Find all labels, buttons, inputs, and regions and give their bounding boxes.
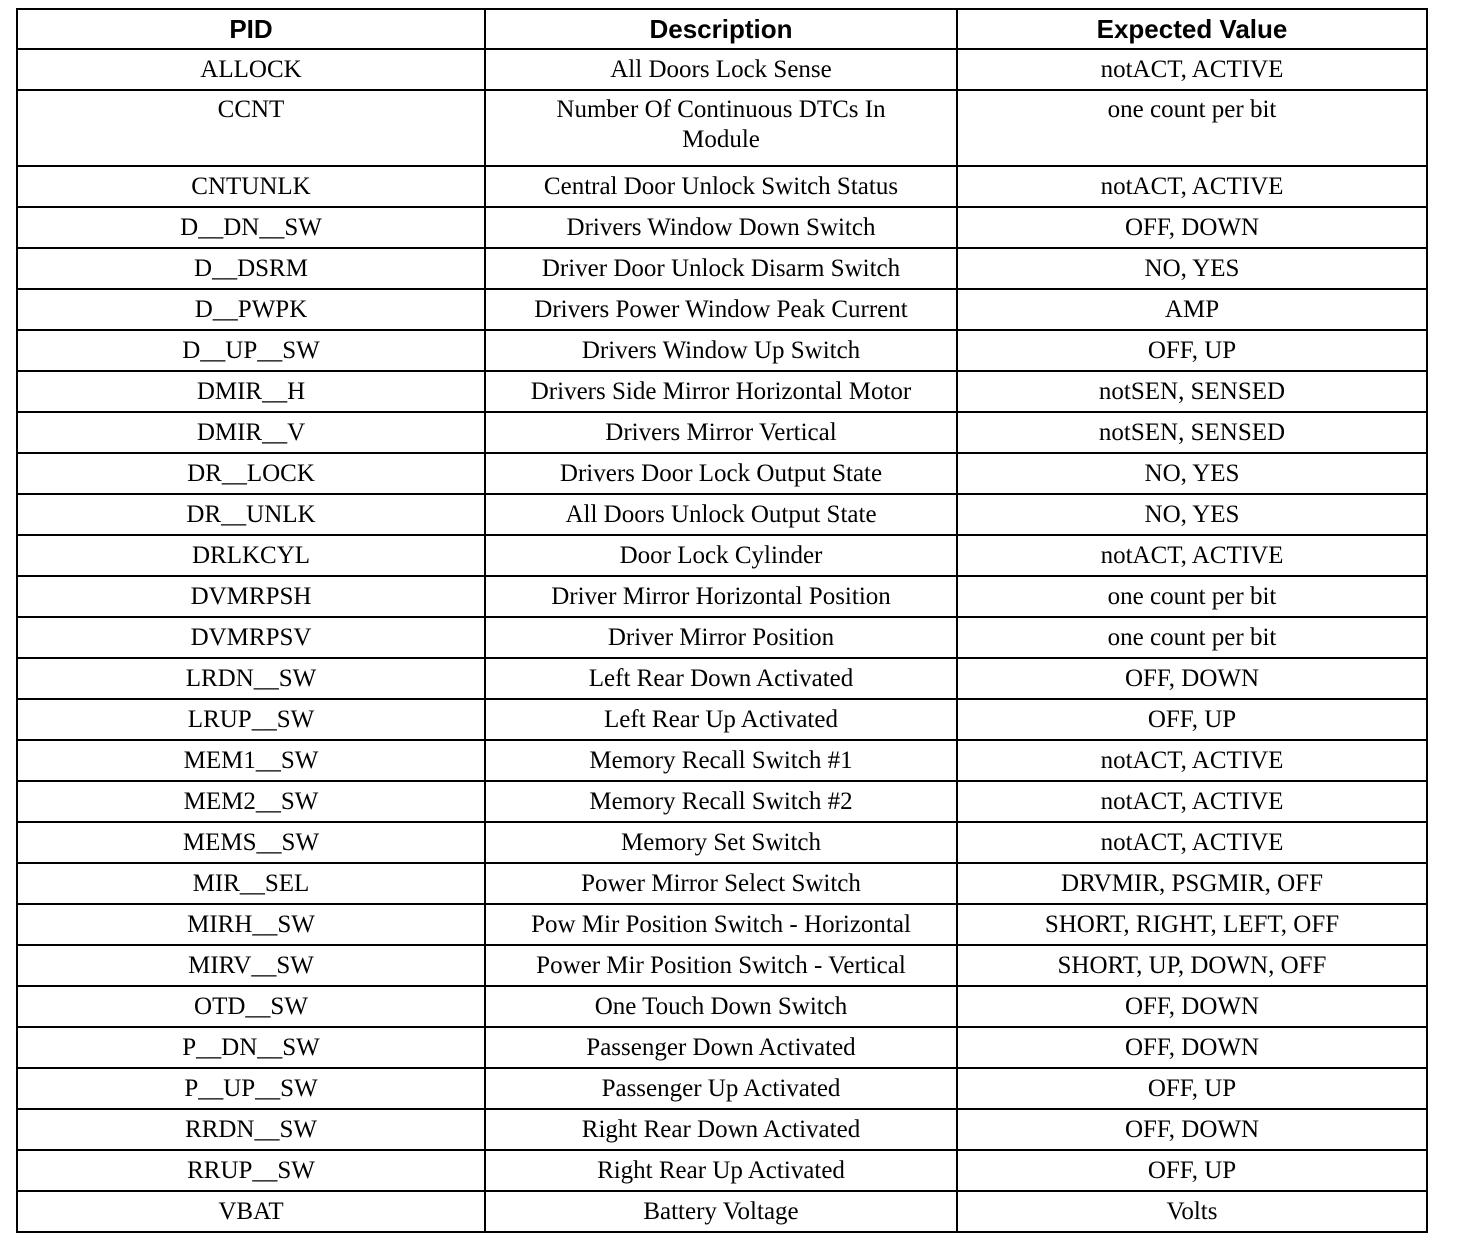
table-row — [17, 371, 1427, 412]
cell-description: Power Mir Position Switch - Vertical — [485, 945, 957, 986]
cell-expected-value: OFF, UP — [957, 330, 1427, 371]
cell-pid: MEM1__SW — [17, 740, 485, 781]
cell-description: Driver Mirror Horizontal Position — [485, 576, 957, 617]
table-row — [17, 166, 1427, 207]
cell-description: Door Lock Cylinder — [485, 535, 957, 576]
cell-expected-value: SHORT, UP, DOWN, OFF — [957, 945, 1427, 986]
cell-pid: MIRH__SW — [17, 904, 485, 945]
cell-pid: DMIR__V — [17, 412, 485, 453]
cell-pid: D__PWPK — [17, 289, 485, 330]
cell-pid: D__UP__SW — [17, 330, 485, 371]
cell-expected-value: one count per bit — [957, 617, 1427, 658]
table-row — [17, 248, 1427, 289]
table-row — [17, 535, 1427, 576]
cell-expected-value: OFF, DOWN — [957, 658, 1427, 699]
cell-expected-value: notACT, ACTIVE — [957, 822, 1427, 863]
cell-description: Driver Mirror Position — [485, 617, 957, 658]
cell-pid: P__UP__SW — [17, 1068, 485, 1109]
cell-expected-value: AMP — [957, 289, 1427, 330]
cell-description: Right Rear Down Activated — [485, 1109, 957, 1150]
cell-description: Drivers Door Lock Output State — [485, 453, 957, 494]
cell-pid: D__DN__SW — [17, 207, 485, 248]
cell-expected-value: OFF, DOWN — [957, 1027, 1427, 1068]
cell-expected-value: notSEN, SENSED — [957, 371, 1427, 412]
table-row — [17, 699, 1427, 740]
table-row — [17, 945, 1427, 986]
cell-description: Memory Set Switch — [485, 822, 957, 863]
table-row — [17, 904, 1427, 945]
cell-pid: RRUP__SW — [17, 1150, 485, 1191]
cell-description: Passenger Up Activated — [485, 1068, 957, 1109]
cell-expected-value: NO, YES — [957, 453, 1427, 494]
cell-description: Left Rear Up Activated — [485, 699, 957, 740]
cell-expected-value: notSEN, SENSED — [957, 412, 1427, 453]
header-expected-value: Expected Value — [957, 9, 1427, 49]
cell-expected-value: notACT, ACTIVE — [957, 535, 1427, 576]
cell-pid: MIR__SEL — [17, 863, 485, 904]
table-header-row — [17, 9, 1427, 49]
pid-reference-page — [16, 8, 1426, 1233]
cell-pid: ALLOCK — [17, 49, 485, 90]
cell-pid: LRDN__SW — [17, 658, 485, 699]
cell-description: Drivers Power Window Peak Current — [485, 289, 957, 330]
table-row — [17, 1109, 1427, 1150]
cell-pid: CCNT — [17, 90, 485, 166]
cell-expected-value: SHORT, RIGHT, LEFT, OFF — [957, 904, 1427, 945]
cell-description: Drivers Window Up Switch — [485, 330, 957, 371]
cell-expected-value: notACT, ACTIVE — [957, 49, 1427, 90]
table-row — [17, 49, 1427, 90]
cell-description: Number Of Continuous DTCs In Module — [485, 90, 957, 166]
cell-description: All Doors Lock Sense — [485, 49, 957, 90]
cell-pid: MIRV__SW — [17, 945, 485, 986]
table-row — [17, 289, 1427, 330]
cell-expected-value: notACT, ACTIVE — [957, 781, 1427, 822]
table-row — [17, 330, 1427, 371]
cell-pid: OTD__SW — [17, 986, 485, 1027]
table-row — [17, 617, 1427, 658]
cell-expected-value: Volts — [957, 1191, 1427, 1232]
cell-description: Memory Recall Switch #1 — [485, 740, 957, 781]
table-row — [17, 1068, 1427, 1109]
table-row — [17, 1027, 1427, 1068]
cell-expected-value: OFF, DOWN — [957, 986, 1427, 1027]
cell-expected-value: OFF, UP — [957, 699, 1427, 740]
cell-pid: MEMS__SW — [17, 822, 485, 863]
cell-description: Right Rear Up Activated — [485, 1150, 957, 1191]
cell-pid: DVMRPSH — [17, 576, 485, 617]
table-row — [17, 90, 1427, 166]
table-row — [17, 207, 1427, 248]
cell-expected-value: one count per bit — [957, 90, 1427, 166]
cell-description: All Doors Unlock Output State — [485, 494, 957, 535]
header-description: Description — [485, 9, 957, 49]
cell-pid: RRDN__SW — [17, 1109, 485, 1150]
pid-table — [16, 8, 1428, 1233]
table-row — [17, 740, 1427, 781]
cell-description: Drivers Side Mirror Horizontal Motor — [485, 371, 957, 412]
cell-pid: DMIR__H — [17, 371, 485, 412]
cell-expected-value: NO, YES — [957, 494, 1427, 535]
cell-pid: DVMRPSV — [17, 617, 485, 658]
table-row — [17, 863, 1427, 904]
cell-expected-value: notACT, ACTIVE — [957, 740, 1427, 781]
cell-description: Left Rear Down Activated — [485, 658, 957, 699]
table-row — [17, 822, 1427, 863]
cell-expected-value: notACT, ACTIVE — [957, 166, 1427, 207]
table-row — [17, 986, 1427, 1027]
table-row — [17, 412, 1427, 453]
cell-description: Central Door Unlock Switch Status — [485, 166, 957, 207]
table-body — [17, 49, 1427, 1232]
cell-description: Pow Mir Position Switch - Horizontal — [485, 904, 957, 945]
cell-pid: MEM2__SW — [17, 781, 485, 822]
cell-description: Power Mirror Select Switch — [485, 863, 957, 904]
cell-pid: LRUP__SW — [17, 699, 485, 740]
cell-pid: DR__UNLK — [17, 494, 485, 535]
table-row — [17, 1191, 1427, 1232]
cell-pid: VBAT — [17, 1191, 485, 1232]
cell-description: Passenger Down Activated — [485, 1027, 957, 1068]
cell-description: Memory Recall Switch #2 — [485, 781, 957, 822]
table-row — [17, 576, 1427, 617]
cell-expected-value: OFF, UP — [957, 1068, 1427, 1109]
cell-expected-value: OFF, DOWN — [957, 1109, 1427, 1150]
cell-expected-value: OFF, UP — [957, 1150, 1427, 1191]
cell-expected-value: DRVMIR, PSGMIR, OFF — [957, 863, 1427, 904]
table-row — [17, 494, 1427, 535]
cell-expected-value: NO, YES — [957, 248, 1427, 289]
cell-pid: CNTUNLK — [17, 166, 485, 207]
table-row — [17, 658, 1427, 699]
cell-description: Drivers Window Down Switch — [485, 207, 957, 248]
cell-pid: P__DN__SW — [17, 1027, 485, 1068]
cell-pid: D__DSRM — [17, 248, 485, 289]
cell-description: One Touch Down Switch — [485, 986, 957, 1027]
cell-description: Drivers Mirror Vertical — [485, 412, 957, 453]
cell-expected-value: one count per bit — [957, 576, 1427, 617]
cell-description: Battery Voltage — [485, 1191, 957, 1232]
cell-pid: DR__LOCK — [17, 453, 485, 494]
table-row — [17, 781, 1427, 822]
cell-expected-value: OFF, DOWN — [957, 207, 1427, 248]
header-pid: PID — [17, 9, 485, 49]
table-row — [17, 1150, 1427, 1191]
cell-pid: DRLKCYL — [17, 535, 485, 576]
cell-description: Driver Door Unlock Disarm Switch — [485, 248, 957, 289]
table-row — [17, 453, 1427, 494]
